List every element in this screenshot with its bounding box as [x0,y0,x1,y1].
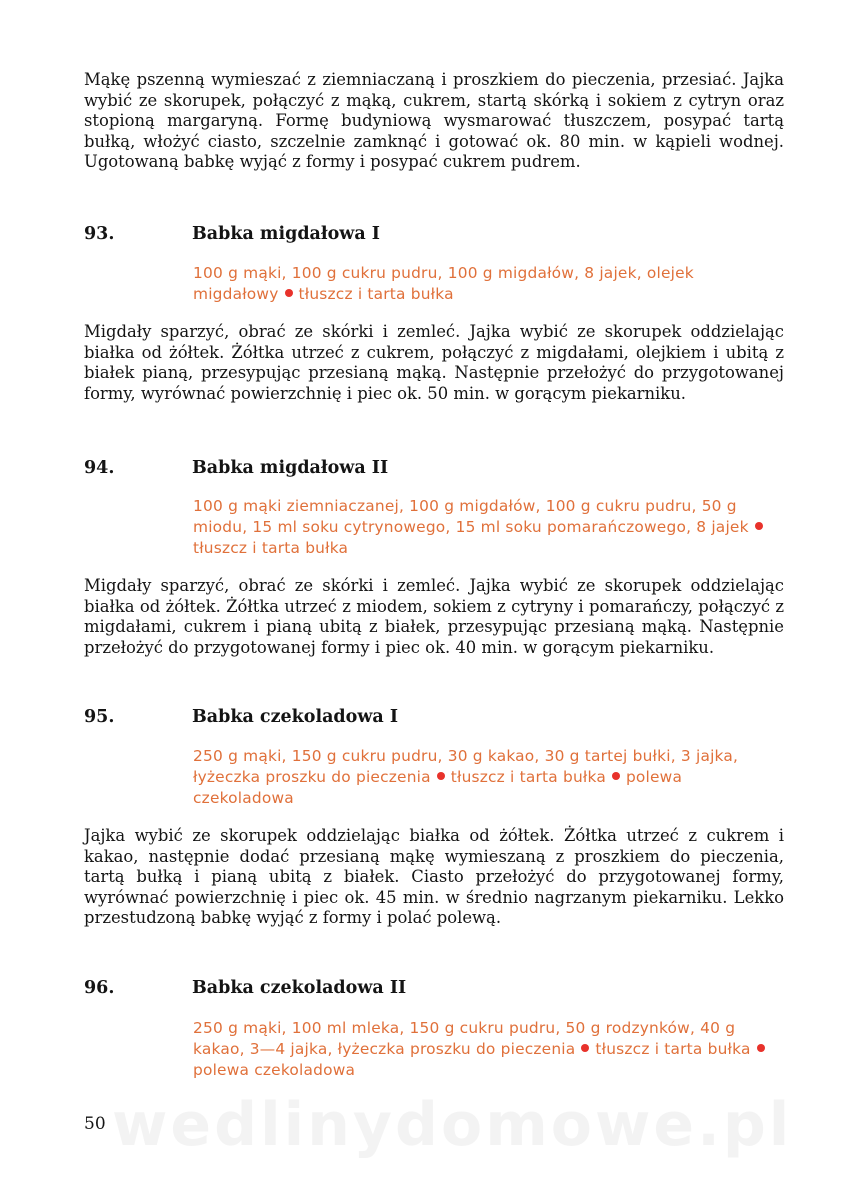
recipe-number: 93. [84,224,115,244]
recipe-title: Babka migdałowa II [192,458,389,478]
recipe-title: Babka migdałowa I [192,224,380,244]
method-94: Migdały sparzyć, obrać ze skórki i zemleć. Jajka wybić ze skorupek oddzielając białka od żółtek. Żółtka utrzeć z miodem, sokiem z cytryny i pomarańczy, połączyć z migdałami, cukrem i pianą ubitą z białek, przesypując przesianą mąką. Następnie przełożyć do przygotowanej formy i piec ok. 40 min. w gorącym piekarniku. [84,576,784,657]
recipe-heading-93 [84,224,784,250]
ingredients-94 [193,496,783,558]
ingredients-93 [193,263,783,305]
ingredient-group: 100 g mąki, 100 g cukru pudru, 100 g migdałów, 8 jajek, olejek migdałowy [193,264,694,303]
ingredient-group: 250 g mąki, 150 g cukru pudru, 30 g kakao, 30 g tartej bułki, 3 jajka, łyżeczka proszku do pieczenia [193,747,739,786]
recipe-number: 94. [84,458,115,478]
recipe-title: Babka czekoladowa II [192,978,407,998]
ingredient-group: polewa czekoladowa [193,767,683,807]
recipe-title: Babka czekoladowa I [192,707,399,727]
recipe-heading-94 [84,458,784,484]
page-number: 50 [84,1114,106,1134]
ingredient-group: tłuszcz i tarta bułka [595,1039,751,1058]
bullet-dot-icon [437,772,445,780]
method-93: Migdały sparzyć, obrać ze skórki i zemleć. Jajka wybić ze skorupek oddzielając białka od żółtek. Żółtka utrzeć z cukrem, połączyć z migdałami, olejkiem i ubitą z białek pianą, przesypując przesianą mąką. Następnie przełożyć do przygotowanej formy, wyrównać powierzchnię i piec ok. 50 min. w gorącym piekarniku. [84,322,784,403]
bullet-dot-icon [757,1044,765,1052]
watermark: wedlinydomowe.pl [112,1090,793,1160]
recipe-heading-96 [84,978,784,1004]
bullet-dot-icon [285,289,293,297]
ingredient-group: tłuszcz i tarta bułka [450,767,606,786]
ingredient-group: polewa czekoladowa [193,1060,356,1079]
bullet-dot-icon [755,522,763,530]
ingredient-group: tłuszcz i tarta bułka [193,538,349,557]
ingredient-group: tłuszcz i tarta bułka [298,284,454,303]
ingredient-group: 250 g mąki, 100 ml mleka, 150 g cukru pudru, 50 g rodzynków, 40 g kakao, 3—4 jajka, łyżeczka proszku do pieczenia [193,1019,736,1058]
method-95: Jajka wybić ze skorupek oddzielając białka od żółtek. Żółtka utrzeć z cukrem i kakao, następnie dodać przesianą mąkę wymieszaną z proszkiem do pieczenia, tartą bułką i pianą ubitą z białek. Ciasto przełożyć do przygotowanej formy, wyrównać powierzchnię i piec ok. 45 min. w średnio nagrzanym piekarniku. Lekko przestudzoną babkę wyjąć z formy i polać polewą. [84,826,784,927]
ingredients-95 [193,746,783,808]
bullet-dot-icon [581,1044,589,1052]
recipe-number: 96. [84,978,115,998]
intro-paragraph: Mąkę pszenną wymieszać z ziemniaczaną i proszkiem do pieczenia, przesiać. Jajka wybić ze skorupek, połączyć z mąką, cukrem, startą skórką i sokiem z cytryn oraz stopioną margaryną. Formę budyniową wysmarować tłuszczem, posypać tartą bułką, włożyć ciasto, szczelnie zamknąć i gotować ok. 80 min. w kąpieli wodnej. Ugotowaną babkę wyjąć z formy i posypać cukrem pudrem. [84,70,784,171]
ingredient-group: 100 g mąki ziemniaczanej, 100 g migdałów, 100 g cukru pudru, 50 g miodu, 15 ml soku cytrynowego, 15 ml soku pomarańczowego, 8 jajek [193,497,749,536]
ingredients-96 [193,1018,783,1080]
bullet-dot-icon [612,772,620,780]
recipe-number: 95. [84,707,115,727]
recipe-heading-95 [84,707,784,733]
